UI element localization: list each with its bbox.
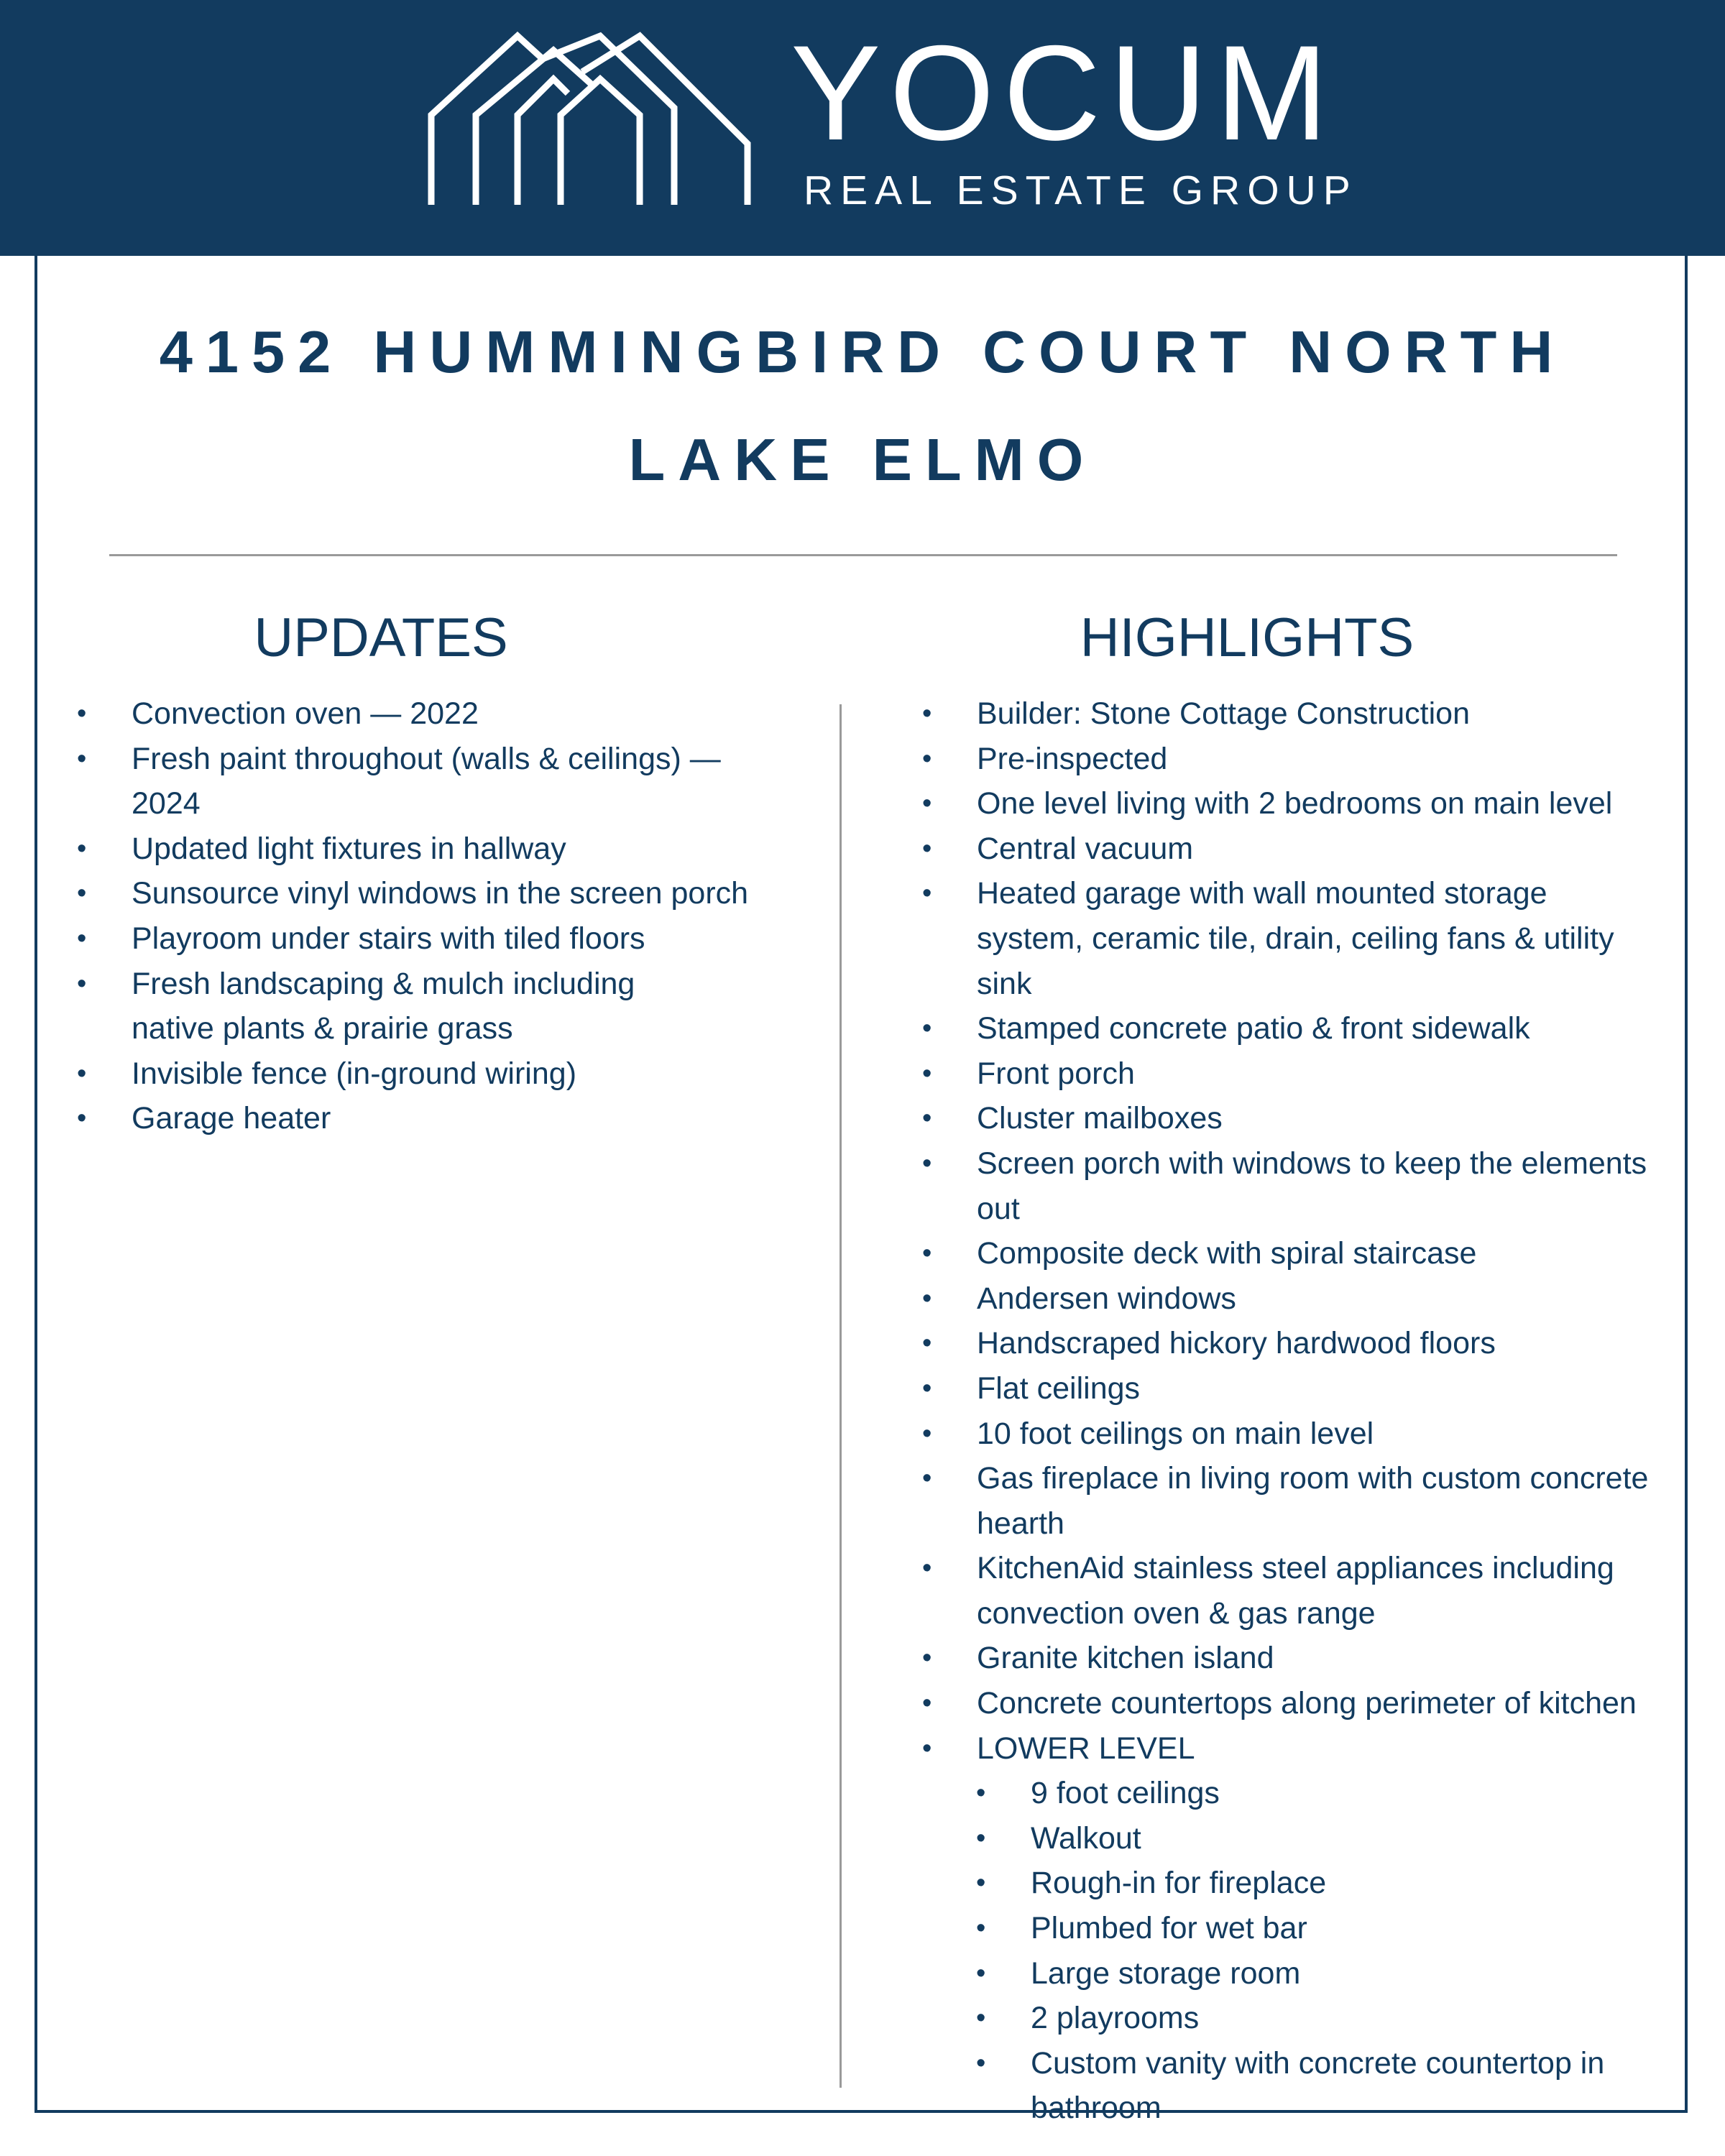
list-item: • Fresh paint throughout (walls & ceilings) — 2024 — [132, 737, 793, 826]
list-item: • 10 foot ceilings on main level — [977, 1411, 1652, 1457]
divider-rule — [109, 554, 1617, 556]
list-item: • Garage heater — [132, 1096, 793, 1141]
sub-list-item: • Large storage room — [1031, 1951, 1652, 1996]
list-item: • Andersen windows — [977, 1276, 1652, 1322]
sub-list-item: • Custom vanity with concrete countertop in bathroom — [1031, 2041, 1652, 2131]
column-divider — [840, 704, 842, 2088]
list-item: • Concrete countertops along perimeter of kitchen — [977, 1681, 1652, 1726]
list-item: • Gas fireplace in living room with custom concrete hearth — [977, 1456, 1652, 1546]
sub-list-item: • 2 playrooms — [1031, 1996, 1652, 2041]
property-city: LAKE ELMO — [628, 426, 1097, 493]
list-item: • Composite deck with spiral staircase — [977, 1231, 1652, 1276]
sub-list-item: • Plumbed for wet bar — [1031, 1906, 1652, 1951]
property-address: 4152 HUMMINGBIRD COURT NORTH — [159, 318, 1566, 385]
updates-list — [132, 691, 793, 1141]
list-item: • Pre-inspected — [977, 737, 1652, 782]
list-item: • Convection oven — 2022 — [132, 691, 793, 737]
list-item: • One level living with 2 bedrooms on main level — [977, 781, 1652, 826]
list-item: • Flat ceilings — [977, 1366, 1652, 1411]
list-item: • Granite kitchen island — [977, 1636, 1652, 1681]
houses-logo-icon — [424, 29, 762, 208]
list-item: • Screen porch with windows to keep the elements out — [977, 1141, 1652, 1231]
brand-name: YOCUM — [791, 17, 1337, 168]
list-item: • Front porch — [977, 1051, 1652, 1097]
highlights-heading: HIGHLIGHTS — [1080, 607, 1414, 668]
header-banner — [0, 0, 1725, 256]
list-item: • Central vacuum — [977, 826, 1652, 872]
updates-heading: UPDATES — [254, 607, 508, 668]
highlights-list — [977, 691, 1652, 2131]
list-item: • Invisible fence (in-ground wiring) — [132, 1051, 793, 1097]
list-item: • KitchenAid stainless steel appliances including convection oven & gas range — [977, 1546, 1652, 1636]
list-item: • Fresh landscaping & mulch including native plants & prairie grass — [132, 962, 649, 1051]
sub-list-item: • Walkout — [1031, 1816, 1652, 1861]
sub-list-item: • 9 foot ceilings — [1031, 1771, 1652, 1816]
list-item: • Stamped concrete patio & front sidewalk — [977, 1006, 1652, 1051]
list-item: • Builder: Stone Cottage Construction — [977, 691, 1652, 737]
list-item: • Updated light fixtures in hallway — [132, 826, 793, 872]
sub-list-item: • Rough-in for fireplace — [1031, 1861, 1652, 1906]
brand-subtitle: REAL ESTATE GROUP — [804, 167, 1358, 213]
list-item: • Cluster mailboxes — [977, 1096, 1652, 1141]
list-item: • Heated garage with wall mounted storage system, ceramic tile, drain, ceiling fans & utility sink — [977, 871, 1652, 1006]
list-item: • Sunsource vinyl windows in the screen porch — [132, 871, 793, 916]
list-item-lower-level: • LOWER LEVEL — [977, 1726, 1652, 1772]
list-item: • Playroom under stairs with tiled floors — [132, 916, 793, 962]
list-item: • Handscraped hickory hardwood floors — [977, 1321, 1652, 1366]
